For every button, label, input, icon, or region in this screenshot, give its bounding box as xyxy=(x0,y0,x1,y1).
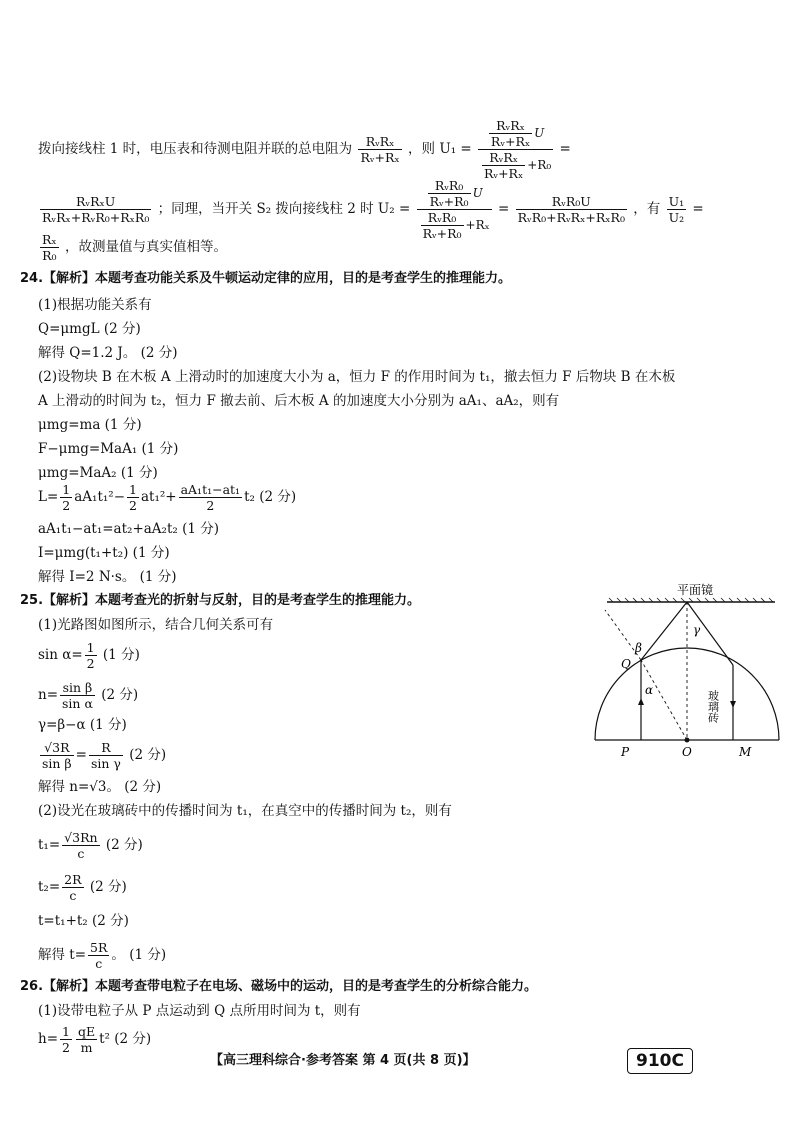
numerator: R xyxy=(89,740,123,756)
text: = xyxy=(559,141,571,157)
fraction xyxy=(60,1024,72,1055)
numerator: 1 xyxy=(62,482,71,497)
text: = xyxy=(75,747,87,763)
label-Q: Q xyxy=(621,657,631,671)
denominator: RᵥRₓ+RᵥR₀+RₓR₀ xyxy=(42,210,150,225)
text: t² (2 分) xyxy=(99,1031,152,1047)
numerator: Rₓ xyxy=(42,232,57,247)
q26-heading: 26.【解析】本题考查带电粒子在电场、磁场中的运动，目的是考查学生的分析综合能力。 xyxy=(20,979,538,994)
label-O: O xyxy=(682,745,692,759)
compound-fraction xyxy=(478,118,553,181)
fraction xyxy=(667,194,687,225)
center-point xyxy=(685,738,690,743)
text: 。 (1 分) xyxy=(111,947,167,963)
q24-line: aA₁t₁−at₁=at₂+aA₂t₂ (1 分) xyxy=(38,521,220,537)
denominator: 2 xyxy=(206,498,215,513)
compound-fraction xyxy=(417,178,492,241)
fraction xyxy=(62,872,83,903)
q25-equation xyxy=(38,640,140,671)
text: (2 分) xyxy=(124,747,167,763)
label-beta: β xyxy=(635,641,642,655)
text: U xyxy=(472,186,483,200)
q24-line: F−μmg=MaA₁ (1 分) xyxy=(38,441,179,457)
denominator: c xyxy=(77,846,85,861)
page-code-badge: 910C xyxy=(627,1048,693,1074)
denominator: Rᵥ+R₀ xyxy=(429,194,469,209)
arrow-down xyxy=(730,701,736,708)
text: +Rₓ xyxy=(465,218,490,232)
q24-line: μmg=MaA₂ (1 分) xyxy=(38,465,158,481)
denominator: Rᵥ+Rₓ xyxy=(490,134,531,149)
numerator: RᵥRₓ xyxy=(358,134,401,150)
fraction xyxy=(85,640,97,671)
normal-dashed xyxy=(641,660,687,740)
q25-line: 解得 n=√3。 (2 分) xyxy=(38,779,162,795)
q25-equation xyxy=(38,740,166,771)
numerator: RᵥR₀U xyxy=(516,194,627,210)
q24-heading: 24.【解析】本题考查功能关系及牛顿运动定律的应用，目的是考查学生的推理能力。 xyxy=(20,271,512,286)
text: t₂= xyxy=(38,879,61,895)
fraction xyxy=(62,830,99,861)
denominator: c xyxy=(95,956,103,971)
text: t₁= xyxy=(38,837,61,853)
numerator: 1 xyxy=(62,1024,70,1039)
numerator: RᵥRₓU xyxy=(40,194,151,210)
q24-line: I=μmg(t₁+t₂) (1 分) xyxy=(38,545,170,561)
label-M: M xyxy=(739,745,752,759)
text: h= xyxy=(38,1031,59,1047)
q24-line: A 上滑动的时间为 t₂，恒力 F 撤去前、后木板 A 的加速度大小分别为 aA₁、aA₂，则有 xyxy=(38,393,560,409)
text: 解得 t= xyxy=(38,947,87,963)
text: ，故测量值与真实值相等。 xyxy=(65,239,228,255)
q25-equation xyxy=(38,940,166,971)
fraction xyxy=(516,194,627,225)
text: 拨向接线柱 1 时，电压表和待测电阻并联的总电阻为 xyxy=(38,141,353,157)
q25-line: t=t₁+t₂ (2 分) xyxy=(38,913,129,929)
text: sin α= xyxy=(38,647,83,663)
q25-line: γ=β−α (1 分) xyxy=(38,717,127,733)
optics-diagram xyxy=(585,580,795,770)
fraction xyxy=(358,134,401,165)
numerator: RᵥRₓ xyxy=(482,150,525,166)
denominator: c xyxy=(69,888,77,903)
denominator: Rᵥ+Rₓ xyxy=(360,150,400,165)
denominator: RᵥR₀+RᵥRₓ+RₓR₀ xyxy=(517,210,625,225)
fraction xyxy=(428,178,471,209)
q24-line: 解得 Q=1.2 J。 (2 分) xyxy=(38,345,178,361)
numerator: RᵥR₀ xyxy=(428,178,471,194)
fraction xyxy=(76,1024,97,1055)
denominator: U₂ xyxy=(668,210,685,225)
q25-heading: 25.【解析】本题考查光的折射与反射，目的是考查学生的推理能力。 xyxy=(20,593,421,608)
denominator: Rᵥ+Rₓ xyxy=(484,166,524,181)
denominator: sin β xyxy=(42,756,72,771)
text: = xyxy=(692,201,704,217)
numerator: RᵥR₀ xyxy=(421,210,464,226)
q24-line: 解得 I=2 N·s。 (1 分) xyxy=(38,569,177,585)
label-P: P xyxy=(621,745,630,759)
text: (1 分) xyxy=(98,647,140,663)
numerator: √3R xyxy=(40,740,74,756)
q24-line: (2)设物块 B 在木板 A 上滑动时的加速度大小为 a，恒力 F 的作用时间为 t₁，撤去恒力 F 后物块 B 在木板 xyxy=(38,369,676,385)
fraction xyxy=(40,740,74,771)
numerator xyxy=(417,178,492,210)
fraction xyxy=(489,118,532,149)
q25-equation xyxy=(38,680,138,711)
fraction xyxy=(60,680,95,711)
text: ，则 U₁ = xyxy=(408,141,472,157)
text: (2 分) xyxy=(101,837,143,853)
arrow-up xyxy=(638,698,644,705)
numerator xyxy=(478,118,553,150)
q25-line: (1)光路图如图所示，结合几何关系可有 xyxy=(38,617,274,633)
denominator: sin γ xyxy=(90,756,121,771)
numerator: aA₁t₁−at₁ xyxy=(180,482,241,497)
label-alpha: α xyxy=(645,683,654,697)
fraction xyxy=(127,482,139,513)
denominator: 2 xyxy=(129,498,137,513)
fraction xyxy=(40,194,151,225)
q26-equation xyxy=(38,1024,151,1055)
q24-line: μmg=ma (1 分) xyxy=(38,417,142,433)
text: L= xyxy=(38,489,59,505)
text: (2 分) xyxy=(85,879,127,895)
text: at₁²+ xyxy=(140,489,177,505)
text: t₂ (2 分) xyxy=(244,489,297,505)
footer-text: 【高三理科综合·参考答案 第 4 页(共 8 页)】 xyxy=(210,1053,476,1068)
denominator: R₀ xyxy=(42,248,57,263)
mirror-label: 平面镜 xyxy=(677,583,714,597)
fraction xyxy=(89,740,123,771)
fraction xyxy=(482,150,525,181)
text: ；同理，当开关 S₂ 拨向接线柱 2 时 U₂ = xyxy=(157,201,411,217)
text: ，有 xyxy=(633,201,661,217)
q25-equation xyxy=(38,872,127,903)
text: n= xyxy=(38,687,59,703)
numerator: sin β xyxy=(60,680,95,696)
q24-equation xyxy=(38,482,296,513)
denominator: 2 xyxy=(86,656,95,671)
q26-line: (1)设带电粒子从 P 点运动到 Q 点所用时间为 t，则有 xyxy=(38,1003,361,1019)
text: aA₁t₁²− xyxy=(74,489,126,505)
numerator: 1 xyxy=(129,482,137,497)
numerator: 5R xyxy=(90,940,108,955)
glass-label: 玻璃砖 xyxy=(706,690,720,723)
denominator: m xyxy=(80,1040,93,1055)
denominator xyxy=(478,150,553,181)
denominator: 2 xyxy=(62,1040,70,1055)
q25-equation xyxy=(38,830,143,861)
fraction xyxy=(60,482,72,513)
numerator: U₁ xyxy=(668,194,685,209)
top-line-3 xyxy=(38,232,227,263)
denominator: sin α xyxy=(62,696,93,711)
denominator: Rᵥ+R₀ xyxy=(422,226,462,241)
text: +R₀ xyxy=(527,158,552,172)
q24-line: (1)根据功能关系有 xyxy=(38,297,152,313)
fraction xyxy=(179,482,243,513)
text: U xyxy=(534,126,545,140)
numerator: qE xyxy=(77,1024,96,1039)
q25-line: (2)设光在玻璃砖中的传播时间为 t₁，在真空中的传播时间为 t₂，则有 xyxy=(38,803,452,819)
fraction xyxy=(88,940,109,971)
label-gamma: γ xyxy=(693,623,701,637)
numerator: √3Rn xyxy=(64,830,98,845)
numerator: 1 xyxy=(86,640,95,655)
denominator: 2 xyxy=(62,498,71,513)
numerator: 2R xyxy=(64,872,82,887)
text: (2 分) xyxy=(96,687,139,703)
q24-line: Q=μmgL (2 分) xyxy=(38,321,141,337)
top-line-1 xyxy=(38,118,571,181)
fraction xyxy=(40,232,59,263)
text: = xyxy=(498,201,510,217)
fraction xyxy=(421,210,464,241)
denominator xyxy=(417,210,492,241)
numerator: RᵥRₓ xyxy=(489,118,532,134)
